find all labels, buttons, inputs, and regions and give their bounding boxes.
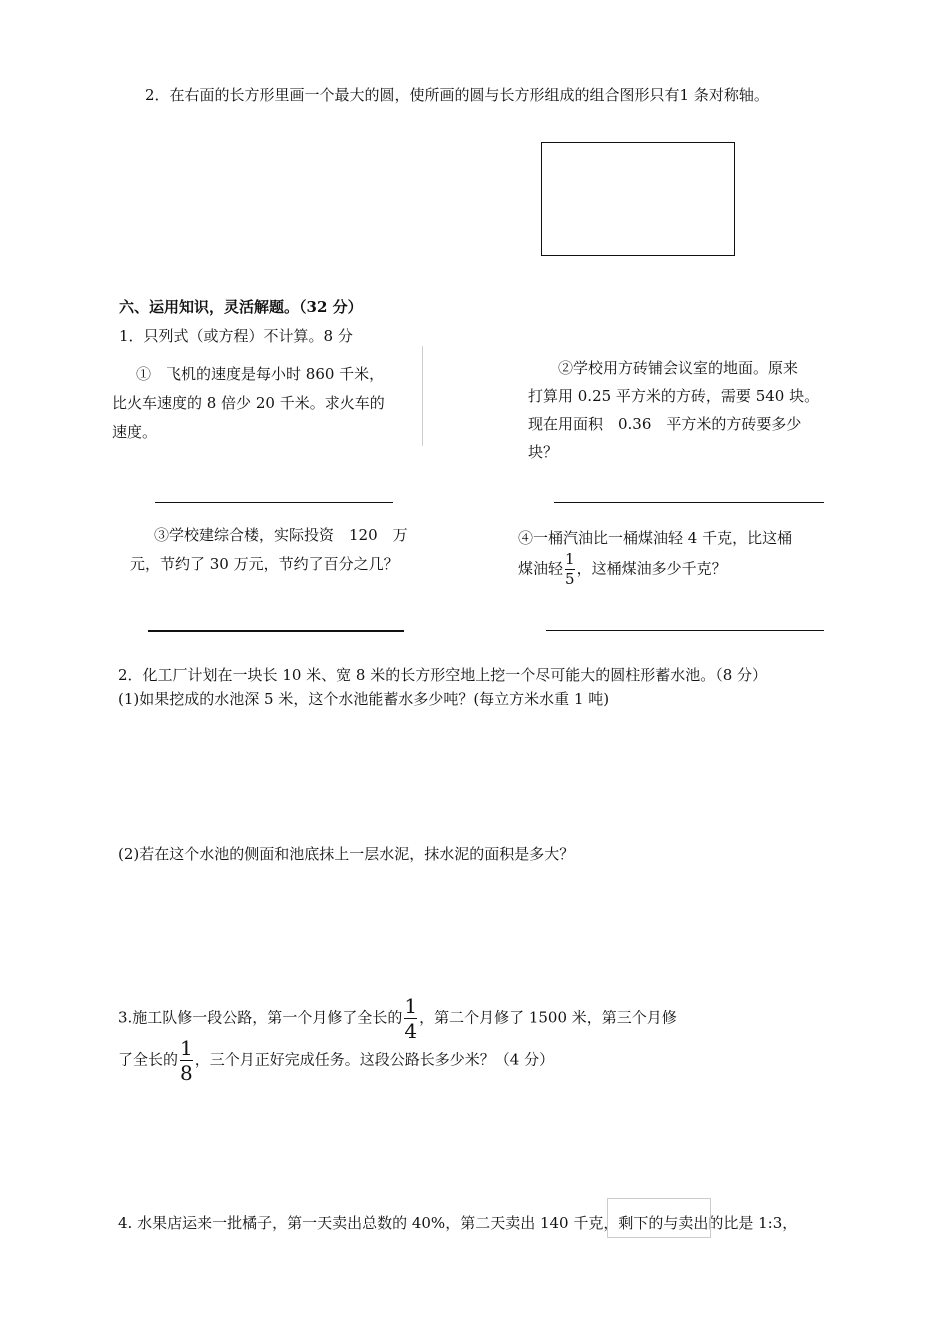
q1a-box xyxy=(112,355,422,447)
q1a-line3: 速度。 xyxy=(112,423,158,441)
fraction-denominator: 5 xyxy=(565,570,575,588)
fraction-numerator: 1 xyxy=(180,1036,193,1060)
q2-sub1: (1)如果挖成的水池深 5 米，这个水池能蓄水多少吨？(每立方米水重 1 吨) xyxy=(118,690,610,708)
q3-text-pre2: 了全长的 xyxy=(118,1050,179,1069)
q1a-line2: 比火车速度的 8 倍少 20 千米。求火车的 xyxy=(112,394,385,412)
q1a-divider xyxy=(422,346,423,446)
fraction-one-fifth xyxy=(565,552,575,587)
q4-text: 4. 水果店运来一批橘子，第一天卖出总数的 40%，第二天卖出 140 千克，剩下的与卖出的比是 1:3， xyxy=(118,1214,798,1232)
q1d-text-pre: 煤油轻 xyxy=(518,559,564,578)
rectangle-figure xyxy=(541,142,735,256)
q1-title: 1．只列式（或方程）不计算。8 分 xyxy=(119,327,353,345)
q1c-line2: 元，节约了 30 万元，节约了百分之几？ xyxy=(130,555,399,573)
q1b-line3: 现在用面积 0.36 平方米的方砖要多少 xyxy=(528,415,802,433)
q2-sub2: (2)若在这个水池的侧面和池底抹上一层水泥，抹水泥的面积是多大？ xyxy=(118,845,575,863)
fraction-denominator: 8 xyxy=(180,1061,193,1085)
q3-text-post1: ，第二个月修了 1500 米，第三个月修 xyxy=(419,1008,677,1027)
fraction-numerator: 1 xyxy=(404,994,418,1018)
fraction-denominator: 4 xyxy=(404,1019,418,1043)
q3-text-post2: ，三个月正好完成任务。这段公路长多少米？（4 分） xyxy=(194,1050,555,1069)
q1a-line1: ① 飞机的速度是每小时 860 千米， xyxy=(136,365,385,383)
answer-line-4 xyxy=(546,630,824,631)
fraction-one-quarter xyxy=(404,996,417,1041)
fraction-one-eighth xyxy=(180,1038,193,1083)
section-heading: 六、运用知识，灵活解题。（32 分） xyxy=(119,298,363,316)
q3-text-pre1: 3.施工队修一段公路，第一个月修了全长的 xyxy=(118,1008,403,1027)
task-draw-circle: 2．在右面的长方形里画一个最大的圆，使所画的圆与长方形组成的组合图形只有1 条对称轴。 xyxy=(145,86,769,104)
q1b-line1: ②学校用方砖铺会议室的地面。原来 xyxy=(558,359,799,377)
q1d-text-post: ，这桶煤油多少千克？ xyxy=(576,559,727,578)
answer-line-1 xyxy=(155,502,393,503)
q1b-box xyxy=(528,355,848,465)
q3-line2 xyxy=(118,1038,554,1083)
q1d-line1: ④一桶汽油比一桶煤油轻 4 千克，比这桶 xyxy=(518,529,793,547)
q1b-line4: 块？ xyxy=(528,443,559,461)
answer-line-3 xyxy=(148,630,404,632)
q1d-line2 xyxy=(518,552,727,587)
q1c-line1: ③学校建综合楼，实际投资 120 万 xyxy=(154,526,408,544)
q2-title: 2．化工厂计划在一块长 10 米、宽 8 米的长方形空地上挖一个尽可能大的圆柱形蓄水池。（8 分） xyxy=(118,666,768,684)
fraction-numerator: 1 xyxy=(565,550,575,568)
q3-line1 xyxy=(118,996,677,1041)
q1b-line2: 打算用 0.25 平方米的方砖，需要 540 块。 xyxy=(528,387,820,405)
q4-highlight-box xyxy=(607,1198,711,1238)
answer-line-2 xyxy=(554,502,824,503)
